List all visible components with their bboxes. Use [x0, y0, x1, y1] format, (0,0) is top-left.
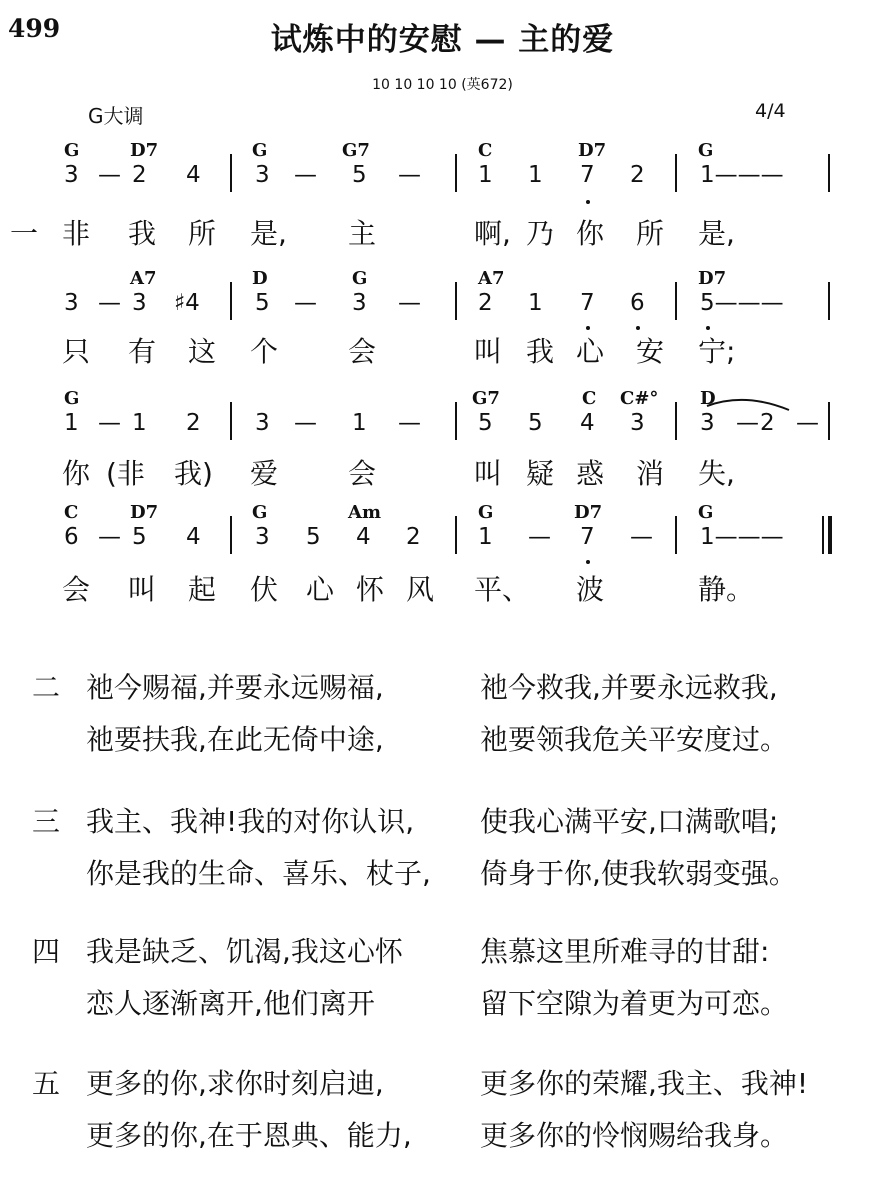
- lyric-syllable: 平、: [474, 573, 531, 606]
- note: 1: [132, 410, 147, 436]
- barline: [230, 154, 232, 192]
- lyric-syllable: 所: [636, 217, 665, 250]
- note: 3: [255, 524, 270, 550]
- lyric-syllable: 心: [576, 335, 605, 368]
- chord-symbol: C#°: [620, 388, 659, 409]
- verse-line: 使我心满平安,口满歌唱;: [480, 805, 779, 838]
- note: 7: [580, 162, 595, 188]
- barline: [822, 516, 824, 554]
- octave-dot: [586, 326, 590, 330]
- lyric-syllable: 起: [188, 573, 217, 606]
- verse-line: 我主、我神!我的对你认识,: [86, 805, 415, 838]
- barline: [455, 282, 457, 320]
- chord-symbol: D7: [698, 268, 727, 289]
- verse-line: 焦慕这里所难寻的甘甜:: [480, 935, 770, 968]
- lyric-syllable: 会: [62, 573, 91, 606]
- note: —: [98, 162, 121, 188]
- lyric-syllable: 会: [348, 457, 377, 490]
- note: —: [294, 162, 317, 188]
- final-barline: [828, 516, 832, 554]
- chord-symbol: D7: [130, 140, 159, 161]
- barline: [230, 402, 232, 440]
- verse-number: 二: [32, 671, 61, 704]
- verse-number: 五: [32, 1067, 61, 1100]
- chord-symbol: G: [64, 140, 80, 161]
- octave-dot: [706, 326, 710, 330]
- lyric-syllable: 我: [128, 217, 157, 250]
- note: 1: [478, 524, 493, 550]
- verse-line: 留下空隙为着更为可恋。: [480, 987, 789, 1020]
- lyric-syllable: 波: [576, 573, 605, 606]
- note: 5: [528, 410, 543, 436]
- barline: [230, 282, 232, 320]
- lyric-syllable: 叫: [474, 457, 503, 490]
- lyric-syllable: 风: [406, 573, 435, 606]
- barline: [675, 516, 677, 554]
- note: 4: [186, 524, 201, 550]
- chord-symbol: D: [700, 388, 716, 409]
- note: 1: [528, 290, 543, 316]
- note: —: [398, 162, 421, 188]
- chord-symbol: C: [478, 140, 493, 161]
- chord-symbol: G: [352, 268, 368, 289]
- lyric-syllable: 个: [250, 335, 279, 368]
- lyric-syllable: 叫: [128, 573, 157, 606]
- note: 5: [132, 524, 147, 550]
- lyric-syllable: 失,: [698, 457, 735, 490]
- note: 1: [64, 410, 79, 436]
- chord-symbol: Am: [348, 502, 382, 523]
- chord-symbol: D: [252, 268, 268, 289]
- lyric-syllable: 宁;: [698, 335, 736, 368]
- verse-number: 一: [10, 217, 39, 250]
- lyric-syllable: 惑: [576, 457, 605, 490]
- chord-symbol: C: [64, 502, 79, 523]
- verse-line: 更多你的荣耀,我主、我神!: [480, 1067, 809, 1100]
- verse-line: 更多的你,求你时刻启迪,: [86, 1067, 384, 1100]
- note: 5: [352, 162, 367, 188]
- chord-symbol: G: [698, 502, 714, 523]
- chord-symbol: G: [252, 140, 268, 161]
- note: 4: [356, 524, 371, 550]
- note: 7: [580, 290, 595, 316]
- verse-line: 恋人逐渐离开,他们离开: [86, 987, 375, 1020]
- lyric-syllable: 非: [62, 217, 91, 250]
- chord-symbol: G: [698, 140, 714, 161]
- verse-number: 三: [32, 805, 61, 838]
- note: ♯4: [174, 290, 200, 316]
- note: —: [98, 524, 121, 550]
- verse-line: 我是缺乏、饥渴,我这心怀: [86, 935, 403, 968]
- note: —: [98, 410, 121, 436]
- note: 2: [406, 524, 421, 550]
- chord-symbol: A7: [130, 268, 157, 289]
- note: —: [294, 290, 317, 316]
- lyric-syllable: 你: [576, 217, 605, 250]
- lyric-syllable: 我: [526, 335, 555, 368]
- chord-symbol: G: [252, 502, 268, 523]
- chord-symbol: C: [582, 388, 597, 409]
- chord-symbol: D7: [574, 502, 603, 523]
- lyric-syllable: 这: [188, 335, 217, 368]
- lyric-syllable: 会: [348, 335, 377, 368]
- note: 5: [478, 410, 493, 436]
- lyric-syllable: 只: [62, 335, 91, 368]
- hymn-number: 499: [8, 14, 61, 43]
- note: 3: [352, 290, 367, 316]
- note: 3: [132, 290, 147, 316]
- lyric-syllable: 我): [174, 457, 213, 490]
- barline: [828, 154, 830, 192]
- note: 3: [630, 410, 645, 436]
- key-signature: G大调: [88, 104, 144, 128]
- lyric-syllable: 叫: [474, 335, 503, 368]
- lyric-syllable: 疑: [526, 457, 555, 490]
- chord-symbol: G7: [472, 388, 500, 409]
- hymn-meter: 10 10 10 10 (英672): [372, 77, 513, 93]
- barline: [455, 154, 457, 192]
- chord-symbol: D7: [130, 502, 159, 523]
- note: —: [796, 410, 819, 436]
- chord-symbol: G7: [342, 140, 370, 161]
- hymn-title: 试炼中的安慰 — 主的爱: [270, 22, 615, 58]
- verse-line: 祂今救我,并要永远救我,: [480, 671, 778, 704]
- barline: [828, 282, 830, 320]
- note: 4: [580, 410, 595, 436]
- note: —: [294, 410, 317, 436]
- lyric-syllable: 消: [636, 457, 665, 490]
- verse-line: 祂要扶我,在此无倚中途,: [86, 723, 384, 756]
- note: —: [528, 524, 551, 550]
- verse-number: 四: [32, 935, 61, 968]
- verse-line: 祂要领我危关平安度过。: [480, 723, 789, 756]
- lyric-syllable: 爱: [250, 457, 279, 490]
- barline: [455, 402, 457, 440]
- barline: [675, 282, 677, 320]
- note: 7: [580, 524, 595, 550]
- chord-symbol: G: [478, 502, 494, 523]
- note: —: [98, 290, 121, 316]
- note: 6: [630, 290, 645, 316]
- note: 2: [132, 162, 147, 188]
- octave-dot: [586, 200, 590, 204]
- note: 5: [306, 524, 321, 550]
- note: —: [630, 524, 653, 550]
- note: 1———: [700, 162, 784, 188]
- barline: [675, 402, 677, 440]
- note: 1: [528, 162, 543, 188]
- note: 2: [478, 290, 493, 316]
- lyric-syllable: 是,: [698, 217, 735, 250]
- note: 5: [255, 290, 270, 316]
- note: —: [398, 290, 421, 316]
- chord-symbol: A7: [478, 268, 505, 289]
- lyric-syllable: 有: [128, 335, 157, 368]
- note: 1———: [700, 524, 784, 550]
- lyric-syllable: 静。: [698, 573, 755, 606]
- lyric-syllable: 所: [188, 217, 217, 250]
- note: —: [398, 410, 421, 436]
- octave-dot: [636, 326, 640, 330]
- note: 5———: [700, 290, 784, 316]
- note: 3: [255, 410, 270, 436]
- note: 3: [64, 290, 79, 316]
- note: 3: [700, 410, 715, 436]
- note: 6: [64, 524, 79, 550]
- barline: [828, 402, 830, 440]
- lyric-syllable: 心: [306, 573, 335, 606]
- barline: [455, 516, 457, 554]
- lyric-syllable: 安: [636, 335, 665, 368]
- octave-dot: [586, 560, 590, 564]
- note: 2: [630, 162, 645, 188]
- lyric-syllable: 伏: [250, 573, 279, 606]
- barline: [230, 516, 232, 554]
- note: —: [736, 410, 759, 436]
- lyric-syllable: 啊,: [474, 217, 511, 250]
- tie-mark: [705, 392, 795, 416]
- verse-line: 更多的你,在于恩典、能力,: [86, 1119, 412, 1152]
- verse-line: 倚身于你,使我软弱变强。: [480, 857, 797, 890]
- barline: [675, 154, 677, 192]
- lyric-syllable: 主: [348, 217, 377, 250]
- lyric-syllable: 是,: [250, 217, 287, 250]
- note: 2: [760, 410, 775, 436]
- note: 2: [186, 410, 201, 436]
- time-signature: 4/4: [755, 100, 786, 122]
- note: 3: [64, 162, 79, 188]
- lyric-syllable: 乃: [526, 217, 555, 250]
- note: 1: [478, 162, 493, 188]
- chord-symbol: D7: [578, 140, 607, 161]
- note: 4: [186, 162, 201, 188]
- chord-symbol: G: [64, 388, 80, 409]
- verse-line: 祂今赐福,并要永远赐福,: [86, 671, 384, 704]
- lyric-syllable: 你: [62, 457, 91, 490]
- lyric-syllable: 怀: [356, 573, 385, 606]
- verse-line: 更多你的怜悯赐给我身。: [480, 1119, 789, 1152]
- note: 3: [255, 162, 270, 188]
- lyric-syllable: (非: [106, 457, 145, 490]
- verse-line: 你是我的生命、喜乐、杖子,: [86, 857, 431, 890]
- note: 1: [352, 410, 367, 436]
